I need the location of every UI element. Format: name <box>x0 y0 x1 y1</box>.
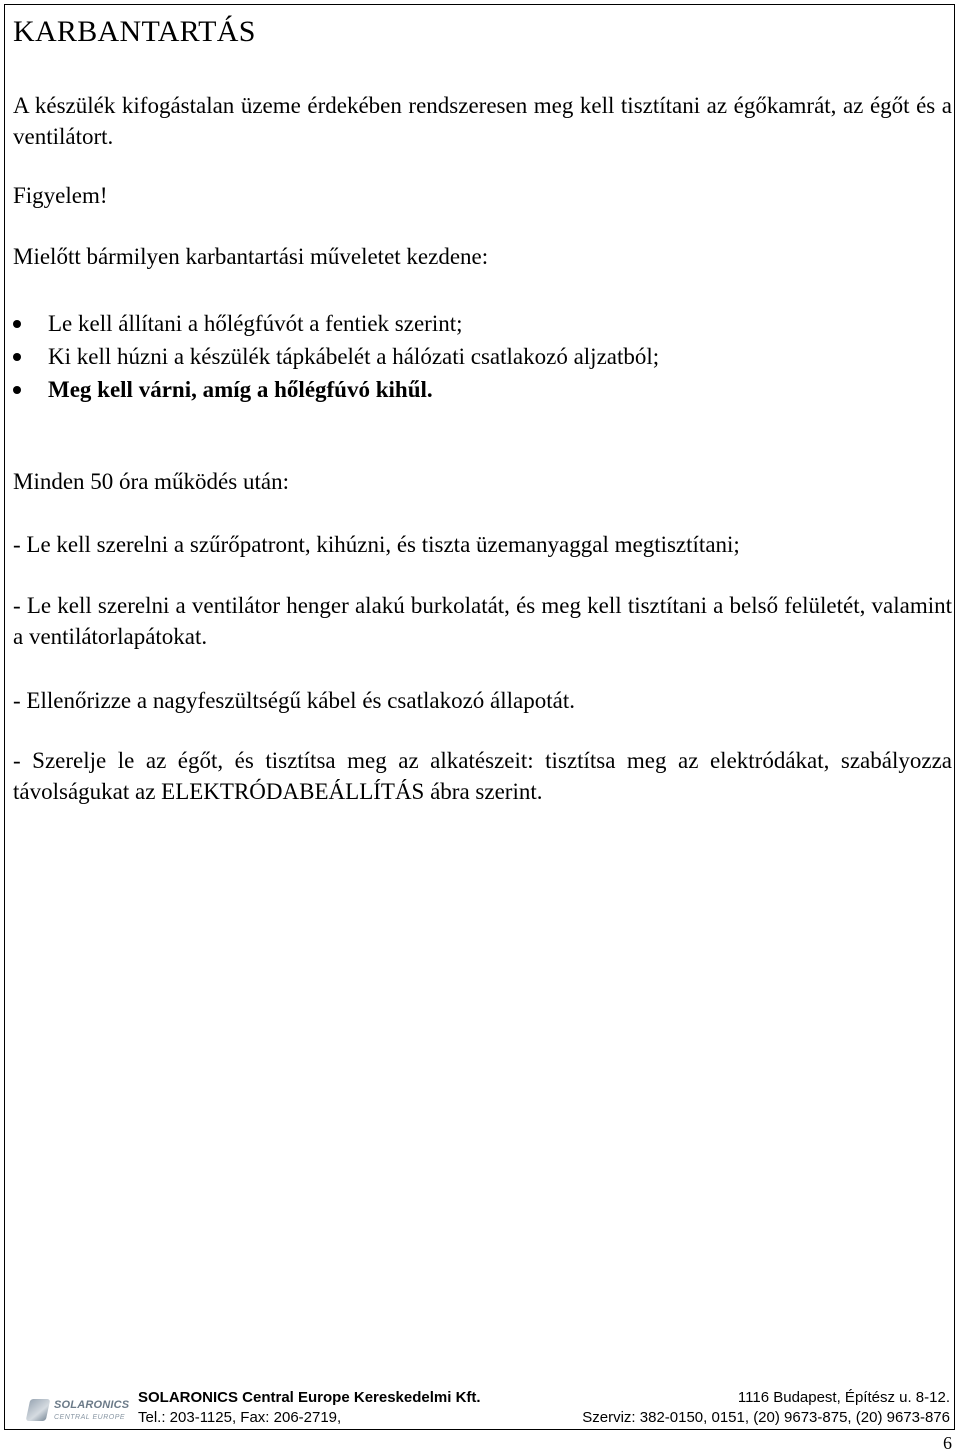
task-item: - Szerelje le az égőt, és tisztítsa meg az alkatészeit: tisztítsa meg az elektródákat, szabályozza távolságukat az ELEKTRÓDABEÁLLÍTÁS ábra szerint. <box>13 748 952 804</box>
page-title: KARBANTARTÁS <box>13 15 256 48</box>
page-footer <box>0 1385 960 1455</box>
page-number: 6 <box>943 1433 952 1453</box>
solaronics-logo <box>28 1397 128 1427</box>
bullet-text: Ki kell húzni a készülék tápkábelét a hálózati csatlakozó aljzatból; <box>48 344 660 369</box>
intro-paragraph: A készülék kifogástalan üzeme érdekében rendszeresen meg kell tisztítani az égőkamrát, az égőt és a ventilátort. <box>13 93 952 149</box>
every-50-hours-heading: Minden 50 óra működés után: <box>13 469 289 494</box>
footer-address: 1116 Budapest, Építész u. 8-12. <box>737 1389 950 1406</box>
bullet-text: Meg kell várni, amíg a hőlégfúvó kihűl. <box>48 377 433 402</box>
attention-label: Figyelem! <box>13 183 108 208</box>
bullet-item <box>13 307 952 340</box>
bullet-dot-icon <box>13 320 21 328</box>
task-item: - Ellenőrizze a nagyfeszültségű kábel és csatlakozó állapotát. <box>13 688 575 713</box>
page-border <box>4 4 955 1430</box>
task-item: - Le kell szerelni a ventilátor henger alakú burkolatát, és meg kell tisztítani a belső felületét, valamint a ventilátorlapátokat. <box>13 593 952 649</box>
logo-subtitle: CENTRAL EUROPE <box>54 1414 126 1421</box>
task-item: - Le kell szerelni a szűrőpatront, kihúzni, és tiszta üzemanyaggal megtisztítani; <box>13 532 740 557</box>
logo-name: SOLARONICS <box>54 1399 130 1411</box>
footer-company: SOLARONICS Central Europe Kereskedelmi Kft. <box>138 1389 481 1406</box>
bullet-item <box>13 373 952 406</box>
footer-phone-fax: Tel.: 203-1125, Fax: 206-2719, <box>138 1409 342 1426</box>
safety-bullet-list <box>13 307 952 406</box>
footer-service-phones: Szerviz: 382-0150, 0151, (20) 9673-875, (20) 9673-876 <box>582 1409 950 1426</box>
logo-mark-icon <box>26 1399 51 1421</box>
before-maintenance-text: Mielőtt bármilyen karbantartási műveletet kezdene: <box>13 244 489 269</box>
bullet-dot-icon <box>13 386 21 394</box>
bullet-item <box>13 340 952 373</box>
bullet-dot-icon <box>13 353 21 361</box>
bullet-text: Le kell állítani a hőlégfúvót a fentiek szerint; <box>48 311 463 336</box>
